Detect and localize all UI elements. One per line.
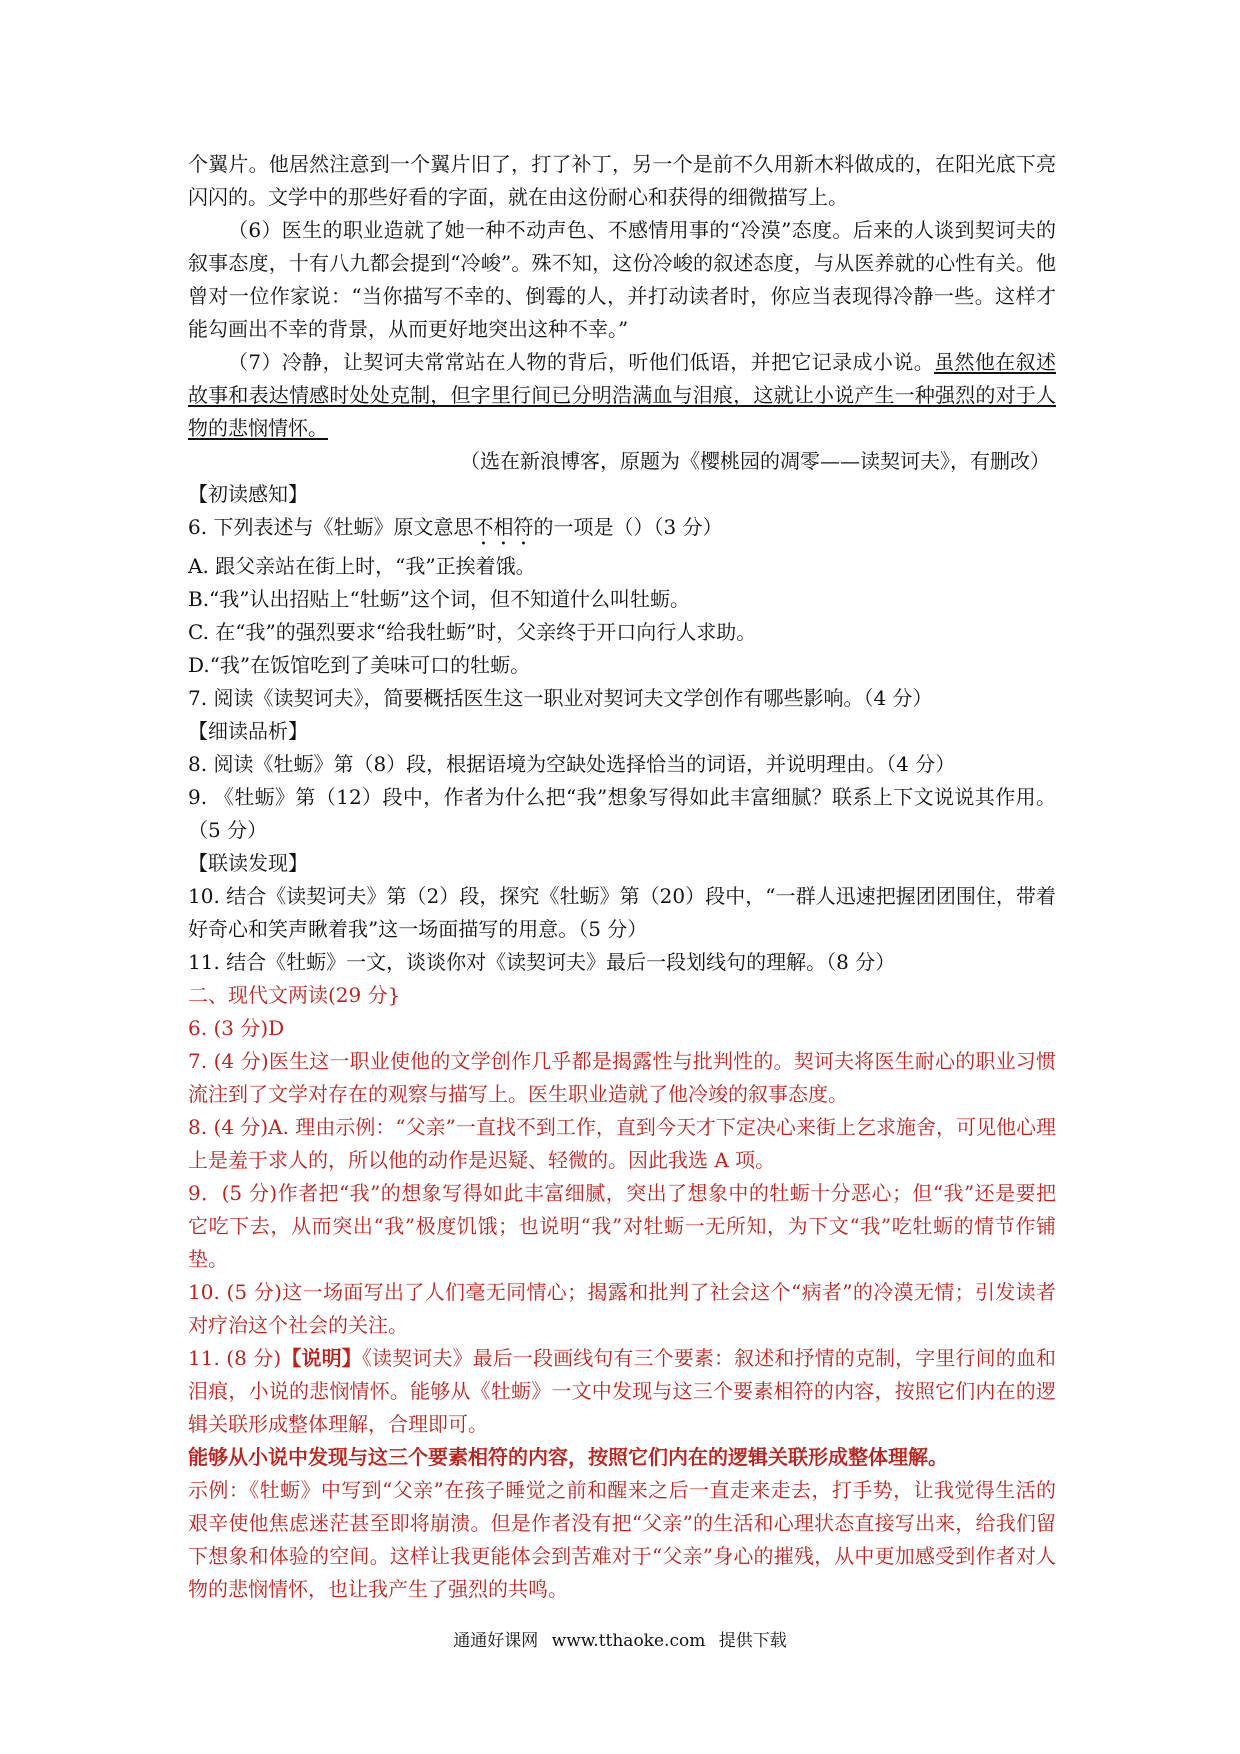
answer-10: 10. (5 分)这一场面写出了人们毫无同情心；揭露和批判了社会这个“病者”的冷漠无情；引发读者对疗治这个社会的关注。 — [188, 1280, 1056, 1337]
answer-bold-line: 能够从小说中发现与这三个要素相符的内容，按照它们内在的逻辑关联形成整体理解。 — [188, 1445, 948, 1469]
question-9: 9. 《牡蛎》第（12）段中，作者为什么把“我”想象写得如此丰富细腻？联系上下文说说其作用。（5 分） — [188, 785, 1056, 842]
section-heading-linked-reading: 【联读发现】 — [188, 851, 308, 875]
passage-paragraph-continued: 个翼片。他居然注意到一个翼片旧了，打了补丁，另一个是前不久用新木料做成的，在阳光底下亮闪闪的。文学中的那些好看的字面，就在由这份耐心和获得的细微描写上。 — [188, 152, 1056, 209]
question-7: 7. 阅读《读契诃夫》，简要概括医生这一职业对契诃夫文学创作有哪些影响。（4 分） — [188, 686, 933, 710]
question-6-text-b: 的一项是（）（3 分） — [533, 515, 723, 539]
question-11: 11. 结合《牡蛎》一文，谈谈你对《读契诃夫》最后一段划线句的理解。（8 分） — [188, 950, 896, 974]
option-a: A. 跟父亲站在街上时，“我”正挨着饿。 — [188, 554, 536, 578]
underlined-sentence: 虽然他在叙述故事和表达情感时处处克制，但字里行间已分明浩满血与泪痕，这就让小说产生一种强烈的对于人物的悲悯情怀。 — [188, 350, 1057, 440]
page-footer — [0, 1626, 1240, 1651]
answer-11-text: 《读契诃夫》最后一段画线句有三个要素：叙述和抒情的克制，字里行间的血和泪痕，小说的悲悯情怀。能够从《牡蛎》一文中发现与这三个要素相符的内容，按照它们内在的逻辑关联形成整体理解，合理即可。 — [188, 1346, 1057, 1436]
answer-7: 7. (4 分)医生这一职业使他的文学创作几乎都是揭露性与批判性的。契诃夫将医生耐心的职业习惯流注到了文学对存在的观察与描写上。医生职业造就了他冷竣的叙事态度。 — [188, 1049, 1056, 1106]
passage-source: （选在新浪博客，原题为《樱桃园的凋零——读契诃夫》，有删改） — [460, 449, 1050, 473]
option-c: C. 在“我”的强烈要求“给我牡蛎”时，父亲终于开口向行人求助。 — [188, 620, 757, 644]
footer-site-name: 通通好课网 — [453, 1631, 539, 1651]
answer-heading: 二、现代文两读(29 分} — [188, 983, 401, 1007]
answer-11 — [188, 1342, 1056, 1441]
answer-example: 示例：《牡蛎》中写到“父亲”在孩子睡觉之前和醒来之后一直走来走去，打手势，让我觉得生活的艰辛使他焦虑迷茫甚至即将崩溃。但是作者没有把“父亲”的生活和心理状态直接写出来，给我们留下想象和体验的空间。这样让我更能体会到苦难对于“父亲”身心的摧残，从中更加感受到作者对人物的悲悯情怀，也让我产生了强烈的共鸣。 — [188, 1478, 1056, 1601]
answer-11-tag: 【说明】 — [281, 1346, 362, 1370]
answer-8: 8. (4 分)A. 理由示例：“父亲”一直找不到工作，直到今天才下定决心来街上乞求施舍，可见他心理上是羞于求人的，所以他的动作是迟疑、轻微的。因此我选 A 项。 — [188, 1115, 1056, 1172]
answer-9: 9．(5 分)作者把“我”的想象写得如此丰富细腻，突出了想象中的牡蛎十分恶心；但“我”还是要把它吃下去，从而突出“我”极度饥饿；也说明“我”对牡蛎一无所知，为下文“我”吃牡蛎的情节作铺垫。 — [188, 1181, 1056, 1271]
footer-note: 提供下载 — [718, 1631, 787, 1651]
section-heading-close-reading: 【细读品析】 — [188, 719, 308, 743]
question-10: 10. 结合《读契诃夫》第（2）段，探究《牡蛎》第（20）段中，“一群人迅速把握团团围住，带着好奇心和笑声瞅着我”这一场面描写的用意。（5 分） — [188, 884, 1056, 941]
document-page — [188, 148, 1056, 1606]
question-6 — [188, 511, 1056, 550]
option-d: D.“我”在饭馆吃到了美味可口的牡蛎。 — [188, 653, 531, 677]
question-8: 8. 阅读《牡蛎》第（8）段，根据语境为空缺处选择恰当的词语，并说明理由。（4 分） — [188, 752, 956, 776]
passage-paragraph-7 — [188, 346, 1056, 445]
question-6-text-a: 6. 下列表述与《牡蛎》原文意思 — [188, 515, 474, 539]
paragraph-7-text: （7）冷静，让契诃夫常常站在人物的背后，听他们低语，并把它记录成小说。 — [228, 350, 935, 374]
emphasis-dots: 不相符 — [473, 515, 534, 539]
section-heading-first-reading: 【初读感知】 — [188, 482, 308, 506]
answer-6: 6. (3 分)D — [188, 1016, 285, 1040]
answer-11-prefix: 11. (8 分) — [188, 1346, 282, 1370]
passage-paragraph-6: （6）医生的职业造就了她一种不动声色、不感情用事的“冷漠”态度。后来的人谈到契诃夫的叙事态度，十有八九都会提到“冷峻”。殊不知，这份冷峻的叙述态度，与从医养就的心性有关。他曾对一位作家说：“当你描写不幸的、倒霉的人，并打动读者时，你应当表现得冷静一些。这样才能勾画出不幸的背景，从而更好地突出这种不幸。” — [188, 218, 1056, 341]
option-b: B.“我”认出招贴上“牡蛎”这个词，但不知道什么叫牡蛎。 — [188, 587, 690, 611]
footer-url[interactable]: www.tthaoke.com — [551, 1631, 706, 1651]
